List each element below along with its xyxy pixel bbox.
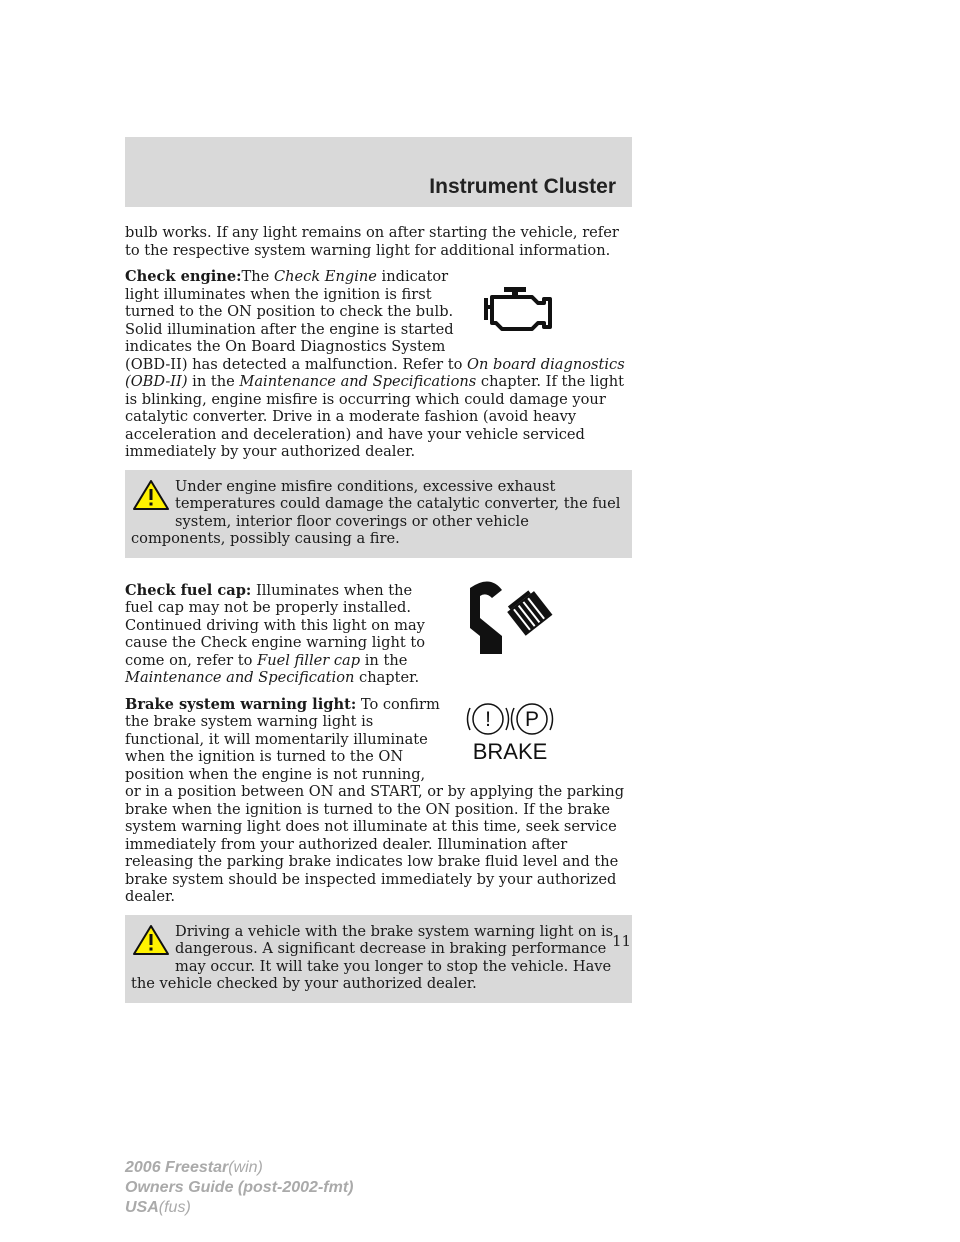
warning-box <box>125 915 632 1003</box>
brake-section <box>125 696 632 906</box>
warning-text: Under engine misfire conditions, excessive exhaust temperatures could damage the catalytic converter, the fuel system, interior floor coverings or other vehicle components, possibly causing a fire. <box>131 477 621 547</box>
maintenance-reference: Maintenance and Specifications <box>239 373 477 390</box>
check-engine-label: Check engine: <box>125 268 242 285</box>
brake-exclamation: ! <box>485 707 491 731</box>
section-title: Instrument Cluster <box>429 175 616 198</box>
warning-box <box>125 470 632 558</box>
fuel-filler-reference: Fuel filler cap <box>257 651 361 669</box>
brake-label: Brake system warning light: <box>125 695 357 713</box>
intro-paragraph: bulb works. If any light remains on after starting the vehicle, refer to the respective system warning light for additional information. <box>125 224 619 259</box>
page-number: 11 <box>612 932 632 950</box>
fuel-cap-text: Illuminates when the fuel cap may not be properly installed. Continued driving with this light on may cause the Check engine warning light to come on, refer to <box>125 581 425 669</box>
footer-code: (win) <box>228 1159 263 1176</box>
fuel-cap-icon <box>464 576 560 663</box>
footer-region: USA <box>125 1199 159 1216</box>
footer <box>125 1158 353 1218</box>
check-engine-text: chapter. If the light is blinking, engine misfire is occurring which could damage your catalytic converter. Drive in a moderate fashion (avoid heavy acceleration and deceleration) and have your vehicle serviced immediately by your authorized dealer. <box>125 373 624 460</box>
fuel-cap-label: Check fuel cap: <box>125 581 252 599</box>
header-band <box>125 137 632 207</box>
brake-text: To confirm the brake system warning light is functional, it will momentarily illuminate when the ignition is turned to the ON position when the engine is not running, or in a position between ON and START, or by applying the parking brake when the ignition is turned to the ON position. If the brake system warning light does not illuminate at this time, seek service immediately from your authorized dealer. Illumination after releasing the parking brake indicates low brake fluid level and the brake system should be inspected immediately by your authorized dealer. <box>125 695 625 905</box>
brake-warning-icon <box>462 702 558 769</box>
fuel-cap-text: chapter. <box>354 669 420 686</box>
check-engine-text: in the <box>187 373 240 390</box>
check-engine-text: indicator light illuminates when the ignition is first turned to the ON position to check the bulb. Solid illumination after the engine is started indicates the On Board Diagnostics System (OBD-II) has detected a malfunction. Refer to <box>125 268 467 373</box>
footer-guide: Owners Guide (post-2002-fmt) <box>125 1179 354 1196</box>
brake-word: BRAKE <box>472 738 548 764</box>
fuel-cap-section <box>125 582 632 696</box>
check-engine-italic: Check Engine <box>273 268 377 285</box>
fuel-cap-text: in the <box>360 651 408 669</box>
footer-model: 2006 Freestar <box>125 1159 229 1176</box>
page-content <box>125 224 632 1027</box>
warning-text: Driving a vehicle with the brake system warning light on is dangerous. A significant decrease in braking performance may occur. It will take you longer to stop the vehicle. Have the vehicle checked by your authorized dealer. <box>131 922 614 992</box>
check-engine-section <box>125 268 632 461</box>
footer-code: (fus) <box>158 1199 191 1216</box>
maintenance-reference: Maintenance and Specification <box>125 669 355 686</box>
brake-p-letter: P <box>524 707 540 731</box>
warning-triangle-icon <box>131 923 175 961</box>
check-engine-text: The <box>241 268 274 285</box>
warning-triangle-icon <box>131 478 175 516</box>
obd-reference: On board diagnostics (OBD-II) <box>125 355 625 390</box>
check-engine-icon <box>482 284 556 341</box>
